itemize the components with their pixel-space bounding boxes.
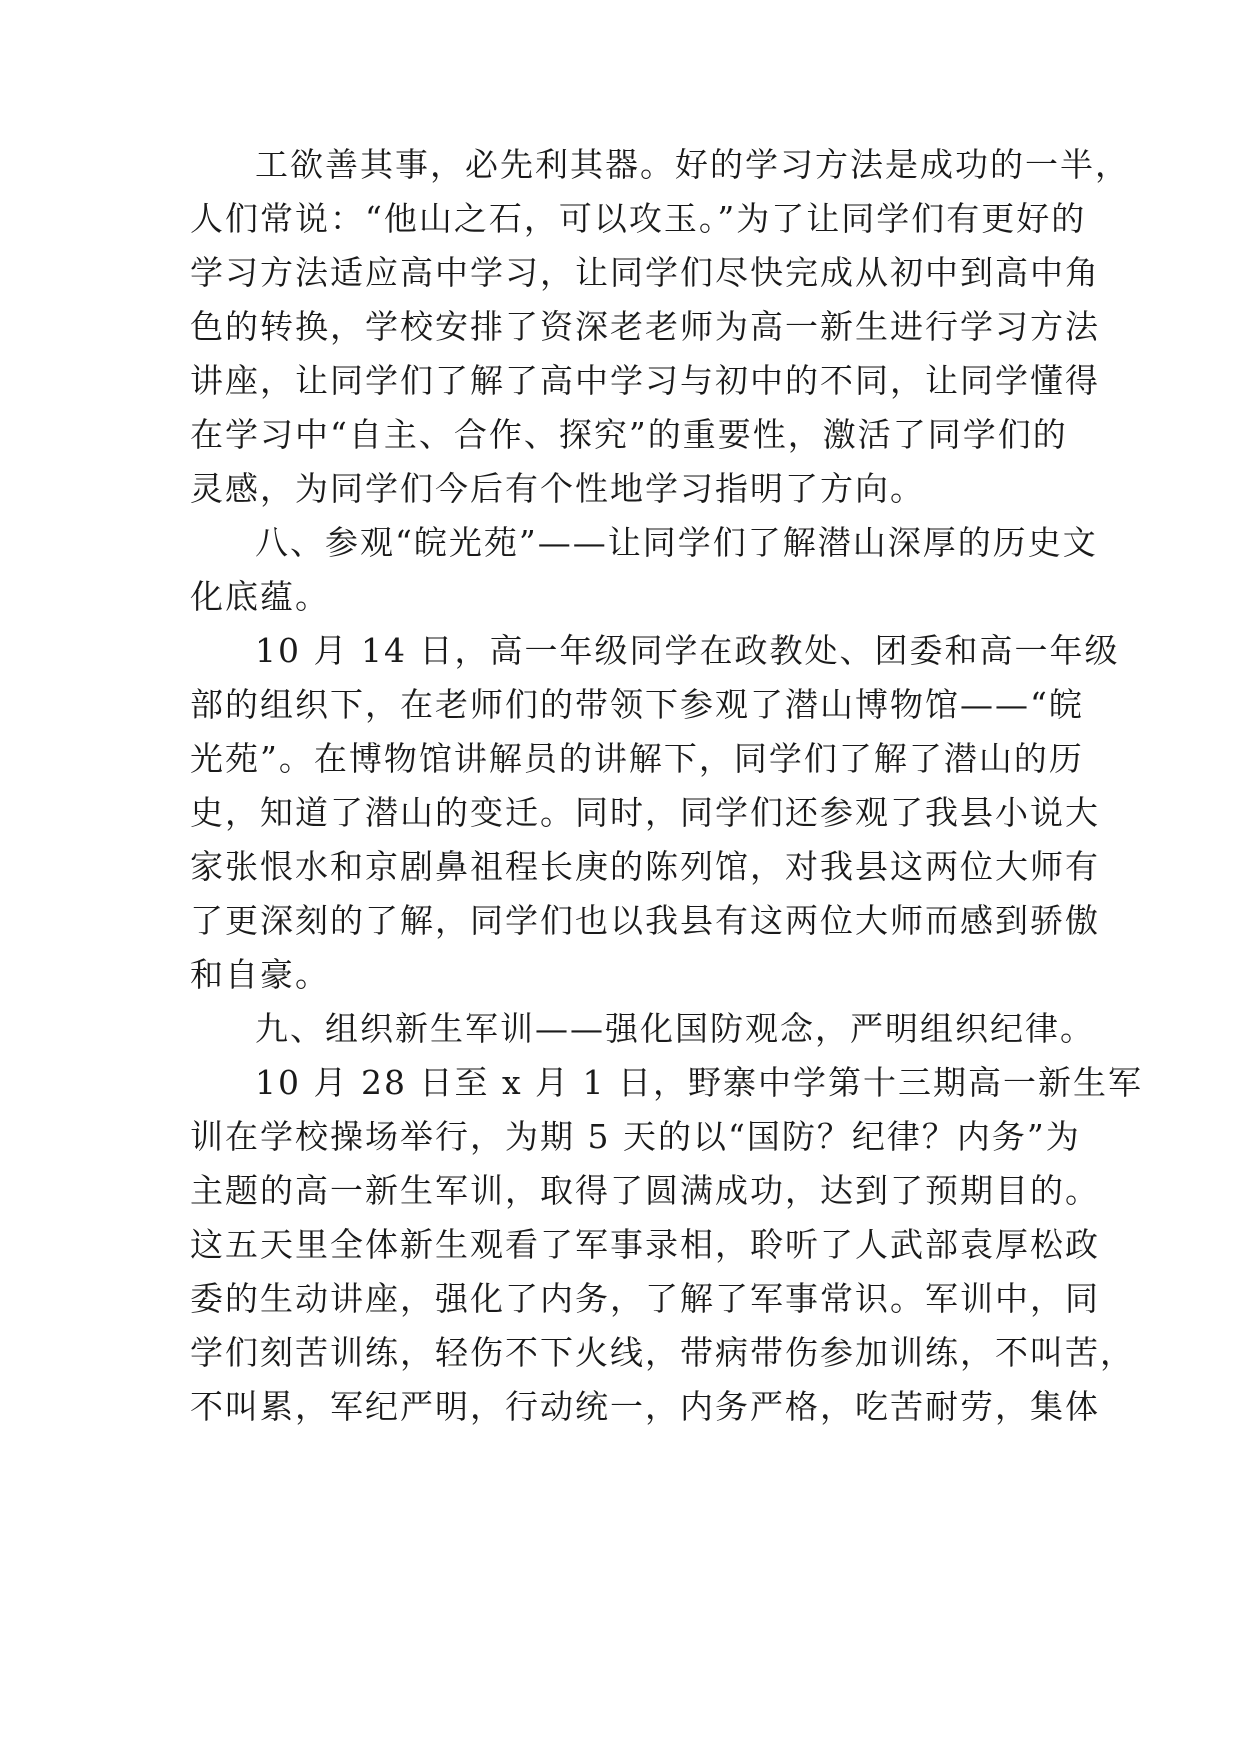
text-line: 学习方法适应高中学习，让同学们尽快完成从初中到高中角 <box>190 253 1100 292</box>
text-line: 主题的高一新生军训，取得了圆满成功，达到了预期目的。 <box>190 1171 1100 1210</box>
text-line: 灵感，为同学们今后有个性地学习指明了方向。 <box>190 469 925 508</box>
text-line: 和自豪。 <box>190 955 330 994</box>
text-line: 10 月 14 日，高一年级同学在政教处、团委和高一年级 <box>255 631 1120 670</box>
text-line: 部的组织下，在老师们的带领下参观了潜山博物馆——“皖 <box>190 685 1084 724</box>
text-line: 了更深刻的了解，同学们也以我县有这两位大师而感到骄傲 <box>190 901 1100 940</box>
section-heading: 八、参观“皖光苑”——让同学们了解潜山深厚的历史文 <box>255 523 1098 562</box>
text-line: 人们常说：“他山之石，可以攻玉。”为了让同学们有更好的 <box>190 199 1087 238</box>
text-line: 在学习中“自主、合作、探究”的重要性，激活了同学们的 <box>190 415 1068 454</box>
text-line: 史，知道了潜山的变迁。同时，同学们还参观了我县小说大 <box>190 793 1100 832</box>
text-line: 不叫累，军纪严明，行动统一，内务严格，吃苦耐劳，集体 <box>190 1387 1100 1426</box>
section-heading: 化底蕴。 <box>190 577 330 616</box>
text-line: 委的生动讲座，强化了内务，了解了军事常识。军训中，同 <box>190 1279 1100 1318</box>
text-line: 10 月 28 日至 x 月 1 日，野寨中学第十三期高一新生军 <box>255 1063 1144 1102</box>
text-line: 光苑”。在博物馆讲解员的讲解下，同学们了解了潜山的历 <box>190 739 1084 778</box>
text-line: 学们刻苦训练，轻伤不下火线，带病带伤参加训练，不叫苦， <box>190 1333 1135 1372</box>
text-line: 训在学校操场举行，为期 5 天的以“国防？纪律？内务”为 <box>190 1117 1081 1156</box>
text-line: 色的转换，学校安排了资深老老师为高一新生进行学习方法 <box>190 307 1100 346</box>
text-line: 讲座，让同学们了解了高中学习与初中的不同，让同学懂得 <box>190 361 1100 400</box>
text-line: 这五天里全体新生观看了军事录相，聆听了人武部袁厚松政 <box>190 1225 1100 1264</box>
text-line: 工欲善其事，必先利其器。好的学习方法是成功的一半， <box>255 145 1130 184</box>
text-line: 家张恨水和京剧鼻祖程长庚的陈列馆，对我县这两位大师有 <box>190 847 1100 886</box>
section-heading: 九、组织新生军训——强化国防观念，严明组织纪律。 <box>255 1009 1095 1048</box>
